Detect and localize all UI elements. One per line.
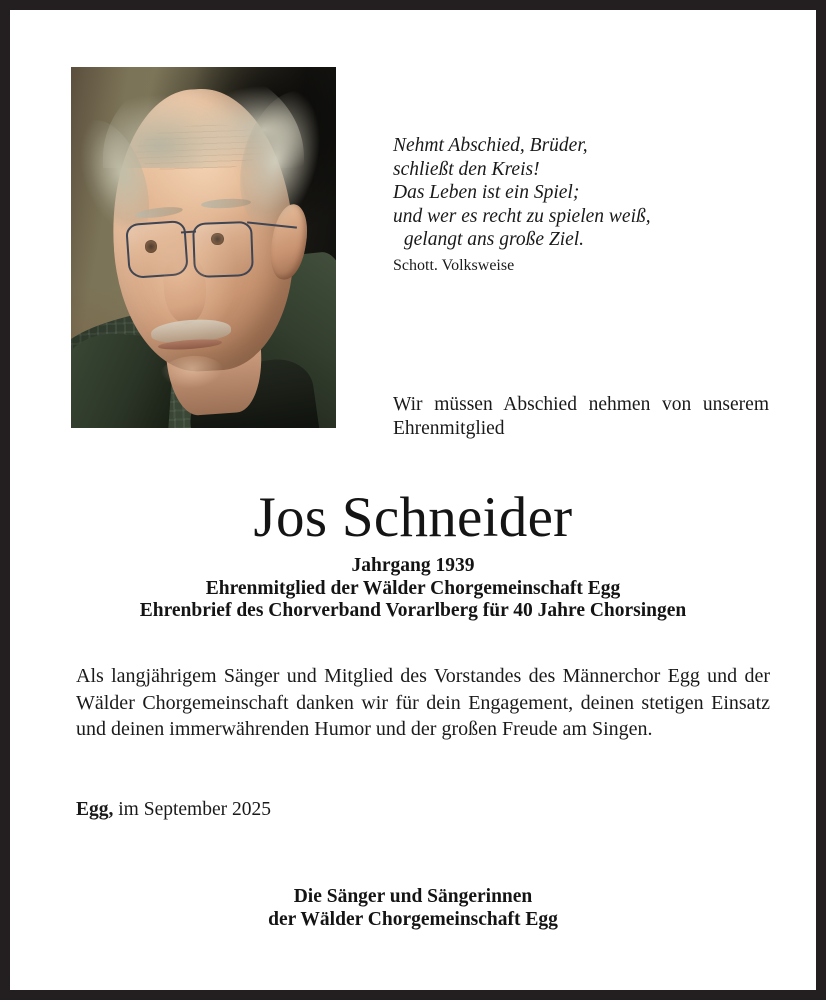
deceased-title-2: Ehrenmitglied der Wälder Chorgemeinschaft Egg bbox=[205, 577, 621, 599]
deceased-titles bbox=[10, 555, 816, 623]
verse-line-4: und wer es recht zu spielen weiß, bbox=[393, 205, 651, 227]
verse-line-2: schließt den Kreis! bbox=[393, 158, 540, 180]
verse-source: Schott. Volksweise bbox=[393, 256, 515, 274]
place-date-line bbox=[76, 798, 271, 822]
farewell-text: Wir müssen Abschied nehmen von unserem Ehrenmitglied bbox=[393, 394, 769, 439]
deceased-title-1: Jahrgang 1939 bbox=[351, 555, 475, 576]
signature-line-2: der Wälder Chorgemeinschaft Egg bbox=[268, 909, 558, 930]
verse-line-5: gelangt ans große Ziel. bbox=[399, 229, 585, 250]
tribute-text: Als langjährigem Sänger und Mitglied des Vorstandes des Männerchor Egg und der Wälder Chorgemeinschaft danken wir für dein Engagement, deinen stetigen Einsatz und deinen immerwährenden Humor und der großen Freude am Singen. bbox=[76, 665, 770, 740]
verse-block bbox=[393, 134, 723, 277]
signature-block bbox=[10, 885, 816, 931]
deceased-title-3: Ehrenbrief des Chorverband Vorarlberg für 40 Jahre Chorsingen bbox=[139, 600, 687, 621]
deceased-name: Jos Schneider bbox=[253, 486, 573, 549]
verse-line-3: Das Leben ist ein Spiel; bbox=[393, 182, 580, 203]
signature-line-1: Die Sänger und Sängerinnen bbox=[293, 886, 533, 907]
date-text: im September 2025 bbox=[113, 799, 271, 820]
portrait-photo bbox=[71, 67, 336, 428]
place-name: Egg, bbox=[76, 799, 114, 820]
verse-line-1: Nehmt Abschied, Brüder, bbox=[393, 135, 588, 156]
